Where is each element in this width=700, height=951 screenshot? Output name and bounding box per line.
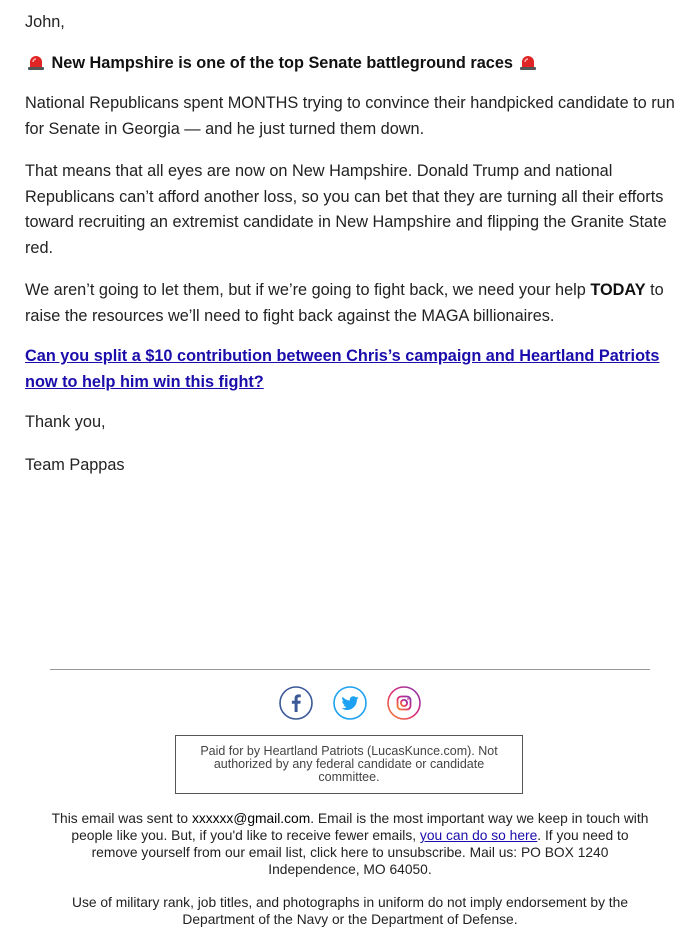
headline-text: New Hampshire is one of the top Senate battleground races — [51, 53, 513, 72]
instagram-icon — [387, 686, 421, 720]
signoff: Thank you, — [25, 413, 106, 431]
paragraph-fight-back — [25, 278, 680, 329]
social-links — [0, 686, 700, 720]
siren-icon — [519, 54, 537, 70]
footer-sent-mid: . Email is the most important way we keep in touch with people like you. But, if you'd like to receive fewer emails, — [71, 811, 649, 843]
greeting: John, — [25, 13, 65, 31]
fewer-emails-link[interactable]: you can do so here — [419, 828, 538, 843]
twitter-button[interactable] — [333, 686, 367, 720]
email-body — [25, 0, 680, 478]
facebook-button[interactable] — [279, 686, 313, 720]
paragraph-new-hampshire: That means that all eyes are now on New Hampshire. Donald Trump and national Republicans can’t afford another loss, so you can bet that they are turning all their efforts toward recruiting an extremist candidate in New Hampshire and flipping the Granite State red. — [25, 162, 667, 257]
signature: Team Pappas — [25, 455, 125, 474]
paragraph-fight-back-end: to raise the resources we’ll need to fight back against the MAGA billionaires. — [25, 281, 664, 325]
footer-sent-after: . If you need to remove yourself from our email list, click here to unsubscribe. Mail us: PO BOX 1240 Independence, MO 64050. — [91, 828, 629, 877]
siren-icon — [27, 54, 45, 70]
paid-for-disclaimer: Paid for by Heartland Patriots (LucasKunce.com). Not authorized by any federal candidate or candidate committee. — [175, 735, 523, 794]
twitter-icon — [333, 686, 367, 720]
facebook-icon — [279, 686, 313, 720]
footer-sent-prefix: This email was sent to — [51, 811, 192, 826]
footer-notice — [50, 810, 650, 878]
footer-divider — [50, 669, 650, 670]
headline — [25, 51, 680, 77]
contribute-link[interactable]: Can you split a $10 contribution between Chris’s campaign and Heartland Patriots now to help him win this fight? — [25, 347, 660, 391]
military-disclaimer: Use of military rank, job titles, and photographs in uniform do not imply endorsement by the Department of the Navy or the Department of Defense. — [72, 895, 628, 927]
paragraph-georgia: National Republicans spent MONTHS trying to convince their handpicked candidate to run for Senate in Georgia — and he just turned them down. — [25, 94, 675, 138]
instagram-button[interactable] — [387, 686, 421, 720]
paragraph-fight-back-start: We aren’t going to let them, but if we’re going to fight back, we need your help — [25, 281, 591, 299]
recipient-email: xxxxxx@gmail.com — [191, 811, 311, 826]
today-emphasis: TODAY — [590, 281, 646, 299]
